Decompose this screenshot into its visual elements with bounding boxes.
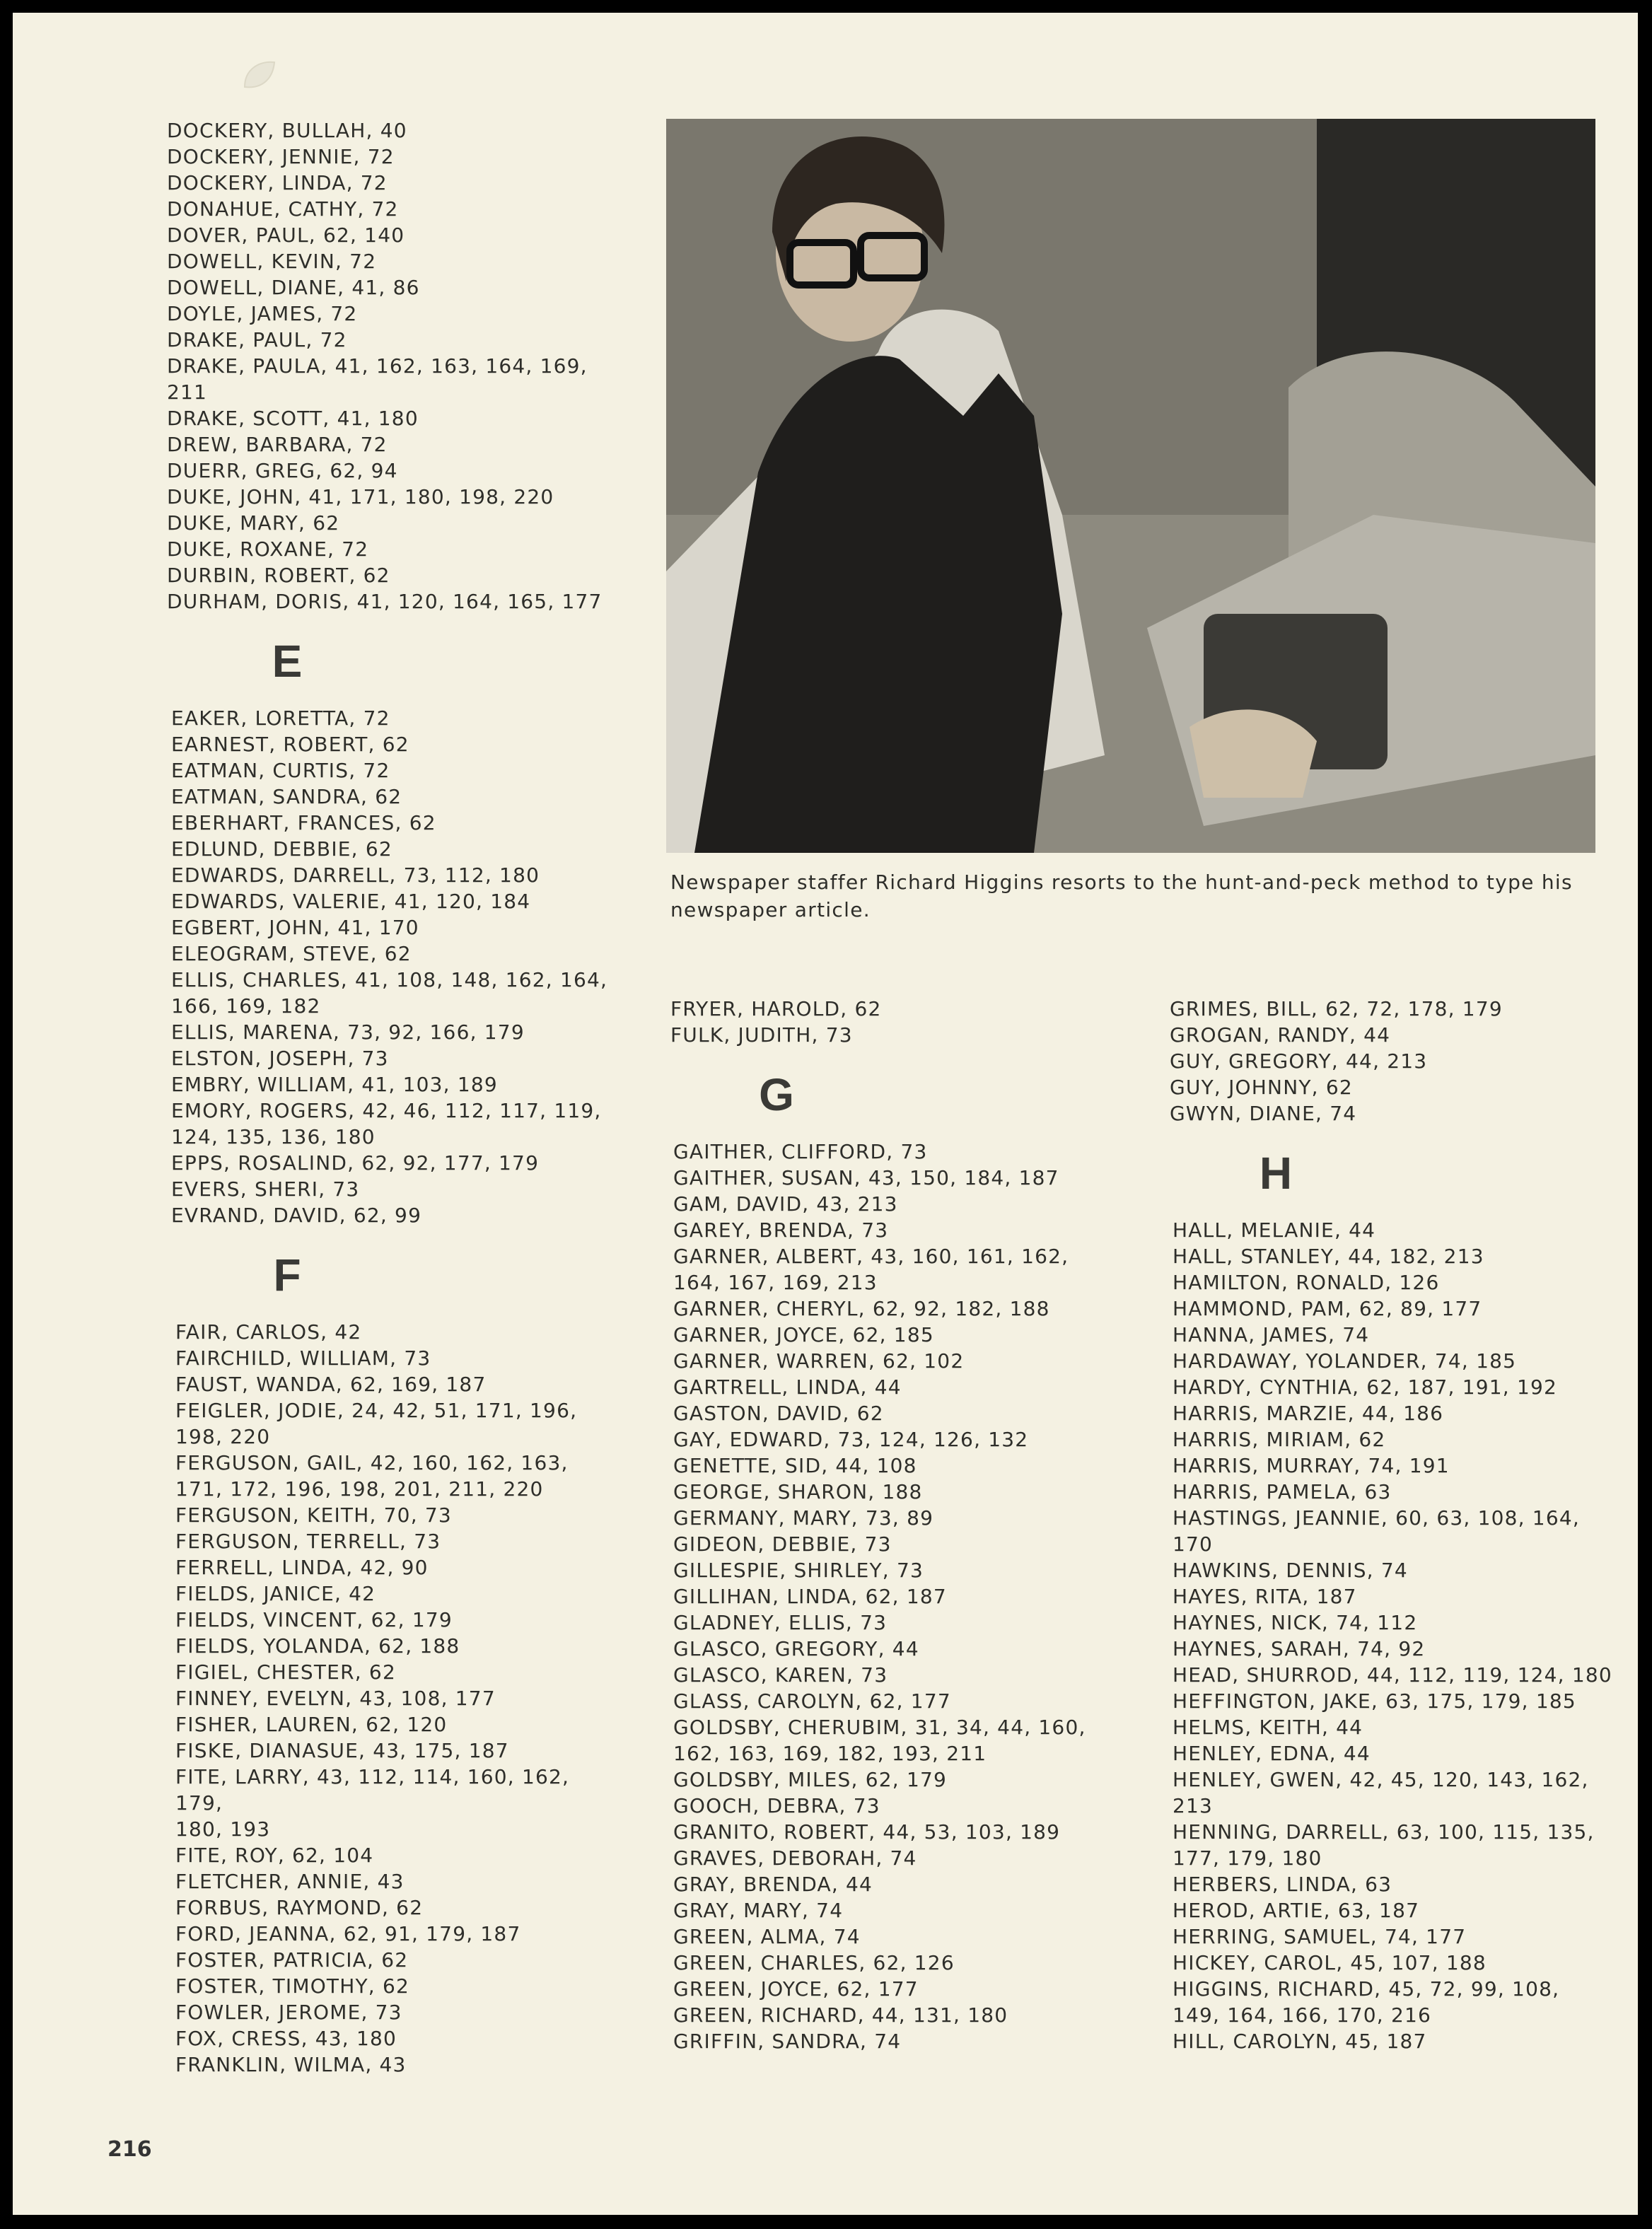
- index-entry: DUERR, GREG, 62, 94: [167, 459, 398, 482]
- index-entry: EMORY, ROGERS, 42, 46, 112, 117, 119, 124, 135, 136, 180: [171, 1099, 602, 1148]
- index-entry: GREEN, JOYCE, 62, 177: [673, 1977, 919, 2001]
- index-entry: FISKE, DIANASUE, 43, 175, 187: [175, 1739, 509, 1762]
- section-heading-f: F: [273, 1250, 301, 1300]
- e-entries: [171, 705, 620, 1228]
- index-entry: DREW, BARBARA, 72: [167, 433, 388, 456]
- index-column-1: [167, 117, 620, 2078]
- index-entry: GAREY, BRENDA, 73: [673, 1218, 889, 1242]
- index-entry: HAMMOND, PAM, 62, 89, 177: [1173, 1297, 1482, 1320]
- index-entry: EATMAN, SANDRA, 62: [171, 785, 402, 808]
- index-entry: EGBERT, JOHN, 41, 170: [171, 916, 419, 939]
- index-entry: HARRIS, PAMELA, 63: [1173, 1480, 1392, 1503]
- index-entry: FULK, JUDITH, 73: [670, 1023, 853, 1047]
- index-entry: GWYN, DIANE, 74: [1170, 1102, 1357, 1125]
- index-entry: GILLESPIE, SHIRLEY, 73: [673, 1559, 924, 1582]
- index-entry: GREEN, ALMA, 74: [673, 1925, 861, 1948]
- index-entry: GRAY, BRENDA, 44: [673, 1873, 873, 1896]
- index-column-2: [670, 996, 1123, 2054]
- section-heading-e: E: [272, 636, 303, 687]
- index-entry: FOSTER, PATRICIA, 62: [175, 1948, 409, 1972]
- index-entry: ELEOGRAM, STEVE, 62: [171, 942, 412, 965]
- index-entry: FERGUSON, GAIL, 42, 160, 162, 163, 171, 172, 196, 198, 201, 211, 220: [175, 1451, 569, 1501]
- index-entry: FERGUSON, TERRELL, 73: [175, 1530, 441, 1553]
- index-entry: HICKEY, CAROL, 45, 107, 188: [1173, 1951, 1487, 1974]
- index-entry: GERMANY, MARY, 73, 89: [673, 1506, 934, 1530]
- index-entry: HANNA, JAMES, 74: [1173, 1323, 1370, 1346]
- index-entry: HERBERS, LINDA, 63: [1173, 1873, 1392, 1896]
- photo-caption: Newspaper staffer Richard Higgins resorts to the hunt-and-peck method to type his newspaper article.: [670, 871, 1573, 921]
- index-entry: GREEN, CHARLES, 62, 126: [673, 1951, 955, 1974]
- index-entry: HAYES, RITA, 187: [1173, 1585, 1357, 1608]
- index-entry: GOOCH, DEBRA, 73: [673, 1794, 880, 1817]
- index-entry: FIELDS, YOLANDA, 62, 188: [175, 1634, 460, 1658]
- index-entry: HEAD, SHURROD, 44, 112, 119, 124, 180: [1173, 1663, 1612, 1687]
- index-entry: FORBUS, RAYMOND, 62: [175, 1896, 424, 1919]
- index-entry: HEFFINGTON, JAKE, 63, 175, 179, 185: [1173, 1689, 1576, 1713]
- index-entry: ELSTON, JOSEPH, 73: [171, 1047, 389, 1070]
- index-entry: HERRING, SAMUEL, 74, 177: [1173, 1925, 1467, 1948]
- index-entry: FIELDS, VINCENT, 62, 179: [175, 1608, 453, 1631]
- index-entry: EARNEST, ROBERT, 62: [171, 733, 409, 756]
- index-entry: HEROD, ARTIE, 63, 187: [1173, 1899, 1420, 1922]
- index-entry: HENLEY, GWEN, 42, 45, 120, 143, 162, 213: [1173, 1768, 1589, 1817]
- index-entry: EAKER, LORETTA, 72: [171, 706, 390, 730]
- index-entry: EATMAN, CURTIS, 72: [171, 759, 390, 782]
- index-entry: DOWELL, KEVIN, 72: [167, 250, 377, 273]
- index-entry: GENETTE, SID, 44, 108: [673, 1454, 917, 1477]
- section-heading-g: G: [759, 1069, 794, 1120]
- index-entry: EMBRY, WILLIAM, 41, 103, 189: [171, 1073, 498, 1096]
- index-entry: FOWLER, JEROME, 73: [175, 2001, 402, 2024]
- index-entry: HELMS, KEITH, 44: [1173, 1716, 1363, 1739]
- index-entry: GLASCO, GREGORY, 44: [673, 1637, 919, 1660]
- index-entry: DOCKERY, BULLAH, 40: [167, 119, 407, 142]
- index-entry: EBERHART, FRANCES, 62: [171, 811, 436, 834]
- index-entry: FOX, CRESS, 43, 180: [175, 2027, 397, 2050]
- index-page: [13, 13, 1638, 2215]
- index-entry: GARNER, WARREN, 62, 102: [673, 1349, 965, 1373]
- index-entry: GLASS, CAROLYN, 62, 177: [673, 1689, 951, 1713]
- g-entries: [673, 1139, 1123, 2054]
- index-entry: HILL, CAROLYN, 45, 187: [1173, 2030, 1427, 2053]
- index-entry: FOSTER, TIMOTHY, 62: [175, 1974, 410, 1998]
- index-entry: FAUST, WANDA, 62, 169, 187: [175, 1373, 487, 1396]
- index-entry: EDWARDS, VALERIE, 41, 120, 184: [171, 890, 531, 913]
- index-entry: DRAKE, SCOTT, 41, 180: [167, 407, 419, 430]
- index-entry: DRAKE, PAULA, 41, 162, 163, 164, 169, 211: [167, 354, 588, 404]
- index-entry: FIELDS, JANICE, 42: [175, 1582, 376, 1605]
- index-entry: GEORGE, SHARON, 188: [673, 1480, 923, 1503]
- index-entry: GASTON, DAVID, 62: [673, 1402, 884, 1425]
- index-entry: DOYLE, JAMES, 72: [167, 302, 358, 325]
- index-entry: FRYER, HAROLD, 62: [670, 997, 882, 1020]
- index-entry: EVRAND, DAVID, 62, 99: [171, 1204, 422, 1227]
- index-entry: DRAKE, PAUL, 72: [167, 328, 347, 351]
- index-entry: DURBIN, ROBERT, 62: [167, 564, 390, 587]
- index-entry: HARRIS, MIRIAM, 62: [1173, 1428, 1386, 1451]
- index-entry: GOLDSBY, MILES, 62, 179: [673, 1768, 948, 1791]
- index-entry: FERRELL, LINDA, 42, 90: [175, 1556, 429, 1579]
- index-entry: FRANKLIN, WILMA, 43: [175, 2053, 407, 2076]
- index-entry: GRAY, MARY, 74: [673, 1899, 844, 1922]
- index-entry: HASTINGS, JEANNIE, 60, 63, 108, 164, 170: [1173, 1506, 1580, 1556]
- index-column-3: [1170, 996, 1622, 2054]
- index-entry: DOCKERY, JENNIE, 72: [167, 145, 395, 168]
- index-entry: ELLIS, MARENA, 73, 92, 166, 179: [171, 1020, 525, 1044]
- index-entry: GAY, EDWARD, 73, 124, 126, 132: [673, 1428, 1029, 1451]
- index-entry: HALL, STANLEY, 44, 182, 213: [1173, 1245, 1484, 1268]
- f-entries-continued: [670, 996, 1123, 1048]
- index-entry: GOLDSBY, CHERUBIM, 31, 34, 44, 160, 162, 163, 169, 182, 193, 211: [673, 1716, 1086, 1765]
- index-entry: HAWKINS, DENNIS, 74: [1173, 1559, 1408, 1582]
- index-entry: FORD, JEANNA, 62, 91, 179, 187: [175, 1922, 521, 1945]
- index-entry: DURHAM, DORIS, 41, 120, 164, 165, 177: [167, 590, 603, 613]
- index-entry: GRANITO, ROBERT, 44, 53, 103, 189: [673, 1820, 1061, 1844]
- index-entry: HIGGINS, RICHARD, 45, 72, 99, 108, 149, 164, 166, 170, 216: [1173, 1977, 1560, 2027]
- index-entry: GROGAN, RANDY, 44: [1170, 1023, 1391, 1047]
- index-entry: FIGIEL, CHESTER, 62: [175, 1660, 396, 1684]
- index-entry: FERGUSON, KEITH, 70, 73: [175, 1503, 452, 1527]
- index-entry: GARTRELL, LINDA, 44: [673, 1375, 902, 1399]
- index-entry: DOVER, PAUL, 62, 140: [167, 223, 405, 247]
- index-entry: FAIRCHILD, WILLIAM, 73: [175, 1346, 431, 1370]
- index-entry: FEIGLER, JODIE, 24, 42, 51, 171, 196, 198, 220: [175, 1399, 578, 1448]
- index-entry: HARRIS, MARZIE, 44, 186: [1173, 1402, 1444, 1425]
- index-entry: GUY, GREGORY, 44, 213: [1170, 1049, 1428, 1073]
- index-entry: GARNER, JOYCE, 62, 185: [673, 1323, 934, 1346]
- index-entry: GAITHER, CLIFFORD, 73: [673, 1140, 928, 1163]
- index-entry: EVERS, SHERI, 73: [171, 1177, 360, 1201]
- index-entry: HAYNES, NICK, 74, 112: [1173, 1611, 1418, 1634]
- index-entry: GAITHER, SUSAN, 43, 150, 184, 187: [673, 1166, 1059, 1189]
- f-entries: [175, 1319, 620, 2078]
- index-entry: GIDEON, DEBBIE, 73: [673, 1532, 892, 1556]
- index-entry: GAM, DAVID, 43, 213: [673, 1192, 898, 1216]
- index-entry: ELLIS, CHARLES, 41, 108, 148, 162, 164, 166, 169, 182: [171, 968, 608, 1018]
- index-entry: DOCKERY, LINDA, 72: [167, 171, 388, 194]
- index-entry: FISHER, LAUREN, 62, 120: [175, 1713, 448, 1736]
- index-entry: HARRIS, MURRAY, 74, 191: [1173, 1454, 1450, 1477]
- page-number: 216: [107, 2137, 152, 2162]
- index-entry: HARDAWAY, YOLANDER, 74, 185: [1173, 1349, 1517, 1373]
- d-entries: [167, 117, 620, 615]
- index-entry: HALL, MELANIE, 44: [1173, 1218, 1376, 1242]
- index-entry: FINNEY, EVELYN, 43, 108, 177: [175, 1687, 496, 1710]
- index-entry: HENNING, DARRELL, 63, 100, 115, 135, 177, 179, 180: [1173, 1820, 1595, 1870]
- index-entry: HAYNES, SARAH, 74, 92: [1173, 1637, 1426, 1660]
- index-entry: DUKE, MARY, 62: [167, 511, 340, 535]
- index-entry: FLETCHER, ANNIE, 43: [175, 1870, 405, 1893]
- index-entry: GARNER, ALBERT, 43, 160, 161, 162, 164, 167, 169, 213: [673, 1245, 1069, 1294]
- index-entry: GLASCO, KAREN, 73: [673, 1663, 888, 1687]
- index-entry: GRIFFIN, SANDRA, 74: [673, 2030, 902, 2053]
- index-entry: GILLIHAN, LINDA, 62, 187: [673, 1585, 947, 1608]
- index-entry: FITE, LARRY, 43, 112, 114, 160, 162, 179, 180, 193: [175, 1765, 570, 1841]
- index-entry: EDWARDS, DARRELL, 73, 112, 180: [171, 863, 540, 887]
- index-entry: DONAHUE, CATHY, 72: [167, 197, 399, 221]
- index-entry: GRIMES, BILL, 62, 72, 178, 179: [1170, 997, 1503, 1020]
- index-entry: DUKE, JOHN, 41, 171, 180, 198, 220: [167, 485, 554, 508]
- index-entry: GRAVES, DEBORAH, 74: [673, 1846, 917, 1870]
- h-entries: [1173, 1217, 1622, 2054]
- index-entry: EDLUND, DEBBIE, 62: [171, 837, 392, 861]
- index-entry: HARDY, CYNTHIA, 62, 187, 191, 192: [1173, 1375, 1558, 1399]
- section-heading-h: H: [1259, 1148, 1293, 1199]
- photo-illustration: [666, 119, 1595, 853]
- index-entry: FITE, ROY, 62, 104: [175, 1844, 374, 1867]
- index-entry: DOWELL, DIANE, 41, 86: [167, 276, 420, 299]
- g-entries-continued: [1170, 996, 1622, 1127]
- index-entry: GARNER, CHERYL, 62, 92, 182, 188: [673, 1297, 1050, 1320]
- index-entry: GUY, JOHNNY, 62: [1170, 1076, 1353, 1099]
- index-entry: GREEN, RICHARD, 44, 131, 180: [673, 2003, 1008, 2027]
- newspaper-staffer-photo: [666, 119, 1595, 853]
- index-entry: HENLEY, EDNA, 44: [1173, 1742, 1371, 1765]
- index-entry: EPPS, ROSALIND, 62, 92, 177, 179: [171, 1151, 540, 1175]
- index-entry: GLADNEY, ELLIS, 73: [673, 1611, 888, 1634]
- index-entry: HAMILTON, RONALD, 126: [1173, 1271, 1440, 1294]
- index-entry: DUKE, ROXANE, 72: [167, 537, 369, 561]
- leaf-watermark-icon: [238, 55, 280, 98]
- index-entry: FAIR, CARLOS, 42: [175, 1320, 362, 1344]
